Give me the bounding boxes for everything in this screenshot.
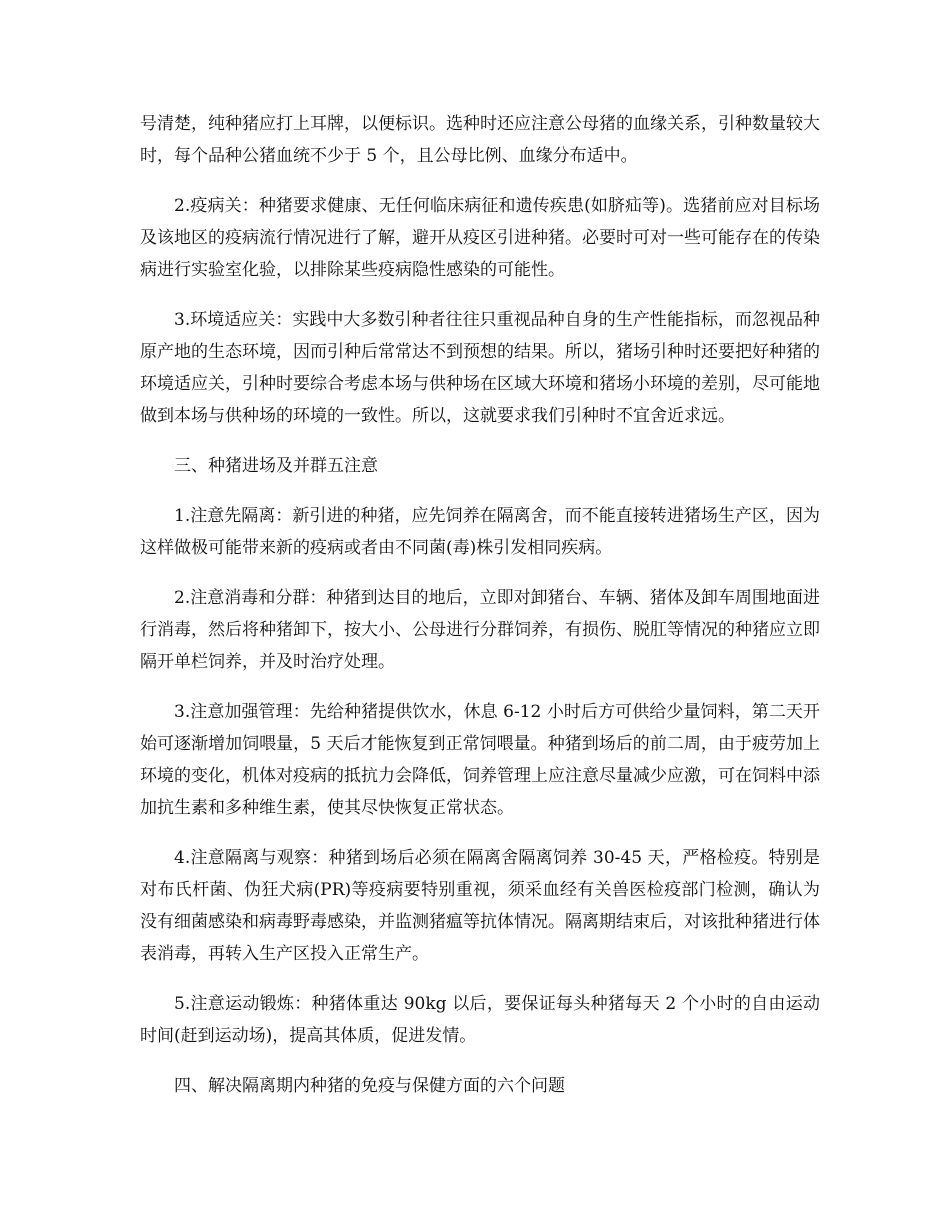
paragraph-exercise: 5.注意运动锻炼：种猪体重达 90kg 以后，要保证每头种猪每天 2 个小时的自由运动时间(赶到运动场)，提高其体质，促进发情。 — [140, 994, 820, 1046]
paragraph-disease-check: 2.疫病关：种猪要求健康、无任何临床病征和遗传疾患(如脐疝等)。选猪前应对目标场及该地区的疫病流行情况进行了解，避开从疫区引进种猪。必要时可对一些可能存在的传染病进行实验室化验，以排除某些疫病隐性感染的可能性。 — [140, 196, 820, 280]
paragraph-disinfection-grouping: 2.注意消毒和分群：种猪到达目的地后，立即对卸猪台、车辆、猪体及卸车周围地面进行消毒，然后将种猪卸下，按大小、公母进行分群饲养，有损伤、脱肛等情况的种猪应立即隔开单栏饲养，并及时治疗处理。 — [140, 588, 820, 672]
paragraph-management: 3.注意加强管理：先给种猪提供饮水，休息 6-12 小时后方可供给少量饲料，第二天开始可逐渐增加饲喂量，5 天后才能恢复到正常饲喂量。种猪到场后的前二周，由于疲劳加上环境的变化，机体对疫病的抵抗力会降低，饲养管理上应注意尽量减少应激，可在饲料中添加抗生素和多种维生素，使其尽快恢复正常状态。 — [140, 702, 820, 818]
document-page — [140, 108, 820, 1120]
section-heading-4: 四、解决隔离期内种猪的免疫与保健方面的六个问题 — [174, 1076, 565, 1096]
section-heading-3: 三、种猪进场及并群五注意 — [174, 456, 378, 476]
paragraph-environment-adaptation: 3.环境适应关：实践中大多数引种者往往只重视品种自身的生产性能指标，而忽视品种原产地的生态环境，因而引种后常常达不到预想的结果。所以，猪场引种时还要把好种猪的环境适应关，引种时要综合考虑本场与供种场在区域大环境和猪场小环境的差别，尽可能地做到本场与供种场的环境的一致性。所以，这就要求我们引种时不宜舍近求远。 — [140, 310, 820, 426]
paragraph-continuation: 号清楚，纯种猪应打上耳牌，以便标识。选种时还应注意公母猪的血缘关系，引种数量较大时，每个品种公猪血统不少于 5 个，且公母比例、血缘分布适中。 — [140, 114, 820, 166]
paragraph-isolation-observation: 4.注意隔离与观察：种猪到场后必须在隔离舍隔离饲养 30-45 天，严格检疫。特别是对布氏杆菌、伪狂犬病(PR)等疫病要特别重视，须采血经有关兽医检疫部门检测，确认为没有细菌感染和病毒野毒感染，并监测猪瘟等抗体情况。隔离期结束后，对该批种猪进行体表消毒，再转入生产区投入正常生产。 — [140, 848, 820, 964]
paragraph-isolation-first: 1.注意先隔离：新引进的种猪，应先饲养在隔离舍，而不能直接转进猪场生产区，因为这样做极可能带来新的疫病或者由不同菌(毒)株引发相同疾病。 — [140, 506, 820, 558]
